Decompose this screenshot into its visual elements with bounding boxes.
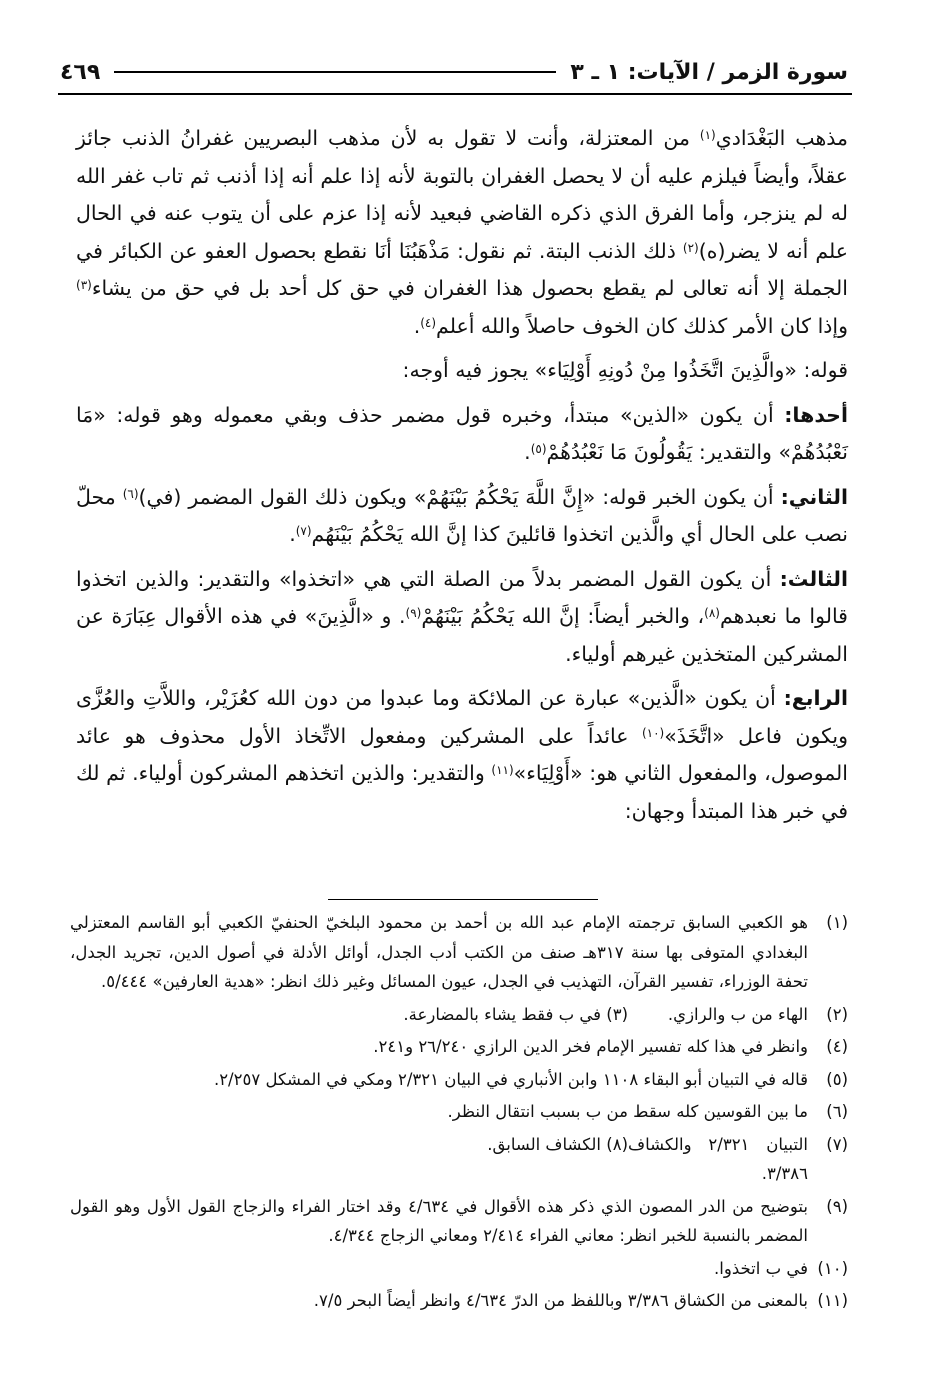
footnote-number: (١١)	[817, 1291, 848, 1310]
footnote-ref: (٨)	[704, 606, 720, 620]
text-run: أن يكون القول المضمر بدلاً من الصلة التي هي «اتخذوا» والتقدير: والذين اتخذوا قالوا ما نعبدهم	[76, 566, 848, 628]
footnote-number: (٧)	[826, 1134, 848, 1154]
text-run: والتقدير: والذين اتخذهم المشركون أولياء. ثم لك في خبر هذا المبتدأ وجهان:	[76, 761, 848, 823]
footnote-ref: (٤)	[420, 315, 437, 330]
view-label: أحدها:	[784, 402, 848, 427]
paragraph-2: قوله: «والَّذِينَ اتَّخَذُوا مِنْ دُونِهِ أَوْلِيَاء» يجوز فيه أوجه:	[402, 358, 848, 382]
footnote-6	[70, 1097, 848, 1127]
text-run: من المعتزلة، وأنت لا تقول به لأن مذهب البصريين غفرانُ الذنب جائز عقلاً، وأيضاً فيلزم عليه أن لا يحصل الغفران بالتوبة لأنه إذا علم أنه إذا أذنب ثم تاب غفر الله له لم ينزجر، وأما الفرق الذي ذكره القاضي فبعيد لأنه إذا عزم على أن يتوب عنه في الحال علم أنه لا يضر(ه)	[76, 126, 848, 263]
footnote-number: (١)	[826, 913, 848, 932]
paragraph-second-view	[76, 479, 848, 554]
view-label: الثالث:	[779, 566, 848, 591]
footnote-number: (١٠)	[817, 1258, 848, 1278]
footnote-11	[70, 1286, 848, 1316]
text-run: .	[289, 522, 296, 546]
footnote-ref: (٧)	[295, 524, 312, 538]
header-rule	[114, 71, 556, 73]
footnote-ref: (٥)	[530, 442, 547, 456]
view-label: الرابع:	[783, 686, 848, 710]
text-run: أن يكون الخبر قوله: «إِنَّ اللَّهَ يَحْكُمُ بَيْنَهُمْ» ويكون ذلك القول المضمر (في)	[138, 484, 781, 509]
text-run: محلّ نصب على الحال أي والَّذين اتخذوا قائلينَ كذا إنَّ الله يَحْكُمُ بَيْنَهُم	[76, 484, 848, 546]
paragraph-first-view	[76, 397, 848, 472]
text-run: مذهب البَغْدَادي	[715, 126, 848, 150]
footnote-number: (٤)	[826, 1037, 848, 1056]
text-run: أن يكون «الذين» مبتدأ، وخبره قول مضمر حذف وبقي معموله وهو قوله: «مَا نَعْبُدُهُمْ» والتقدير: يَقُولُونَ مَا نَعْبُدُهُمْ	[76, 402, 848, 464]
footnote-2-3	[70, 1000, 848, 1030]
page-number: ٤٦٩	[60, 59, 101, 85]
text-run: . و «الَّذِينَ» في هذه الأقوال عِبَارَة عن المشركين المتخذين غيرهم أولياء.	[76, 604, 848, 666]
footnote-text: في ب فقط يشاء بالمضارعة.	[403, 1004, 601, 1024]
footnote-ref: (٣)	[76, 278, 92, 292]
footnote-pair	[70, 1000, 808, 1030]
footnote-number: (٥)	[826, 1069, 848, 1089]
footnote-separator	[328, 899, 598, 900]
main-text	[76, 120, 848, 830]
footnote-ref: (١)	[699, 128, 716, 142]
chapter-title: سورة الزمر / الآيات: ١ ـ ٣	[570, 59, 848, 85]
footnote-text: ما بين القوسين كله سقط من ب بسبب انتقال النظر.	[447, 1102, 808, 1121]
text-run: .	[413, 313, 421, 338]
footnote-5	[70, 1065, 848, 1095]
view-label: الثاني:	[780, 484, 848, 509]
footnotes	[70, 908, 848, 1316]
footnote-number: (٢)	[826, 1004, 848, 1024]
paragraph-1	[76, 120, 848, 345]
footnote-7-8	[70, 1130, 848, 1189]
footnote-text: في ب اتخذوا.	[714, 1258, 808, 1278]
running-header	[60, 52, 848, 92]
footnote-ref: (١٠)	[641, 725, 665, 740]
footnote-number: (٩)	[826, 1196, 848, 1216]
footnote-text: الهاء من ب والرازي.	[667, 1004, 808, 1024]
footnote-text: هو الكعبي السابق ترجمته الإمام عبد الله بن أحمد بن محمود البلخيّ الحنفيّ الكعبي أبو القاسم المعتزلي البغدادي المتوفى بها سنة ٣١٧هـ صنف من الكتب أدب الجدل، أوائل الأدلة في أصول الدين، تجريد الجدل، تحفة الوزراء، تفسير القرآن، التهذيب في الجدل، عيون المسائل وغير ذلك انظر: «هدية العارفين» ٥/٤٤٤.	[70, 913, 808, 991]
text-run: ، والخبر أيضاً: إنَّ الله يَحْكُمُ بَيْنَهُمْ	[421, 604, 705, 628]
text-run: ذلك الذنب البتة. ثم نقول: مَذْهَبُنَا أنَا نقطع بحصول العفو عن الكبائر في الجملة إلا أنه تعالى لم يقطع بحصول هذا الغفران في حق كل أحد بل في حق من يشاء	[76, 238, 848, 300]
footnote-10	[70, 1254, 848, 1284]
text-run: عائداً على المشركين ومفعول الاتِّخاذ الأول محذوف هو عائد الموصول، والمفعول الثاني هو: «أَوْلِيَاء»	[76, 723, 848, 785]
footnote-text: بالمعنى من الكشاق ٣/٣٨٦ وباللفظ من الدرّ ٤/٦٣٤ وانظر أيضاً البحر ٧/٥.	[313, 1291, 808, 1310]
footnote-number: (٣)	[606, 1004, 628, 1024]
footnote-9	[70, 1192, 848, 1251]
paragraph-fourth-view	[76, 680, 848, 830]
footnote-number: (٦)	[826, 1102, 848, 1121]
text-run: وإذا كان الأمر كذلك كان الخوف حاصلاً والله أعلم	[436, 313, 848, 338]
footnote-ref: (١١)	[491, 763, 514, 777]
footnote-4	[70, 1032, 848, 1062]
footnote-text: التبيان ٢/٣٢١ والكشاف ٣/٣٨٦.	[628, 1134, 808, 1183]
footnote-number: (٨)	[606, 1134, 628, 1154]
text-run: أن يكون «الَّذين» عبارة عن الملائكة وما عبدوا من دون الله كعُزَيْر، واللاَّتِ والعُزَّى ويكون فاعل «اتَّخَذَ»	[76, 686, 849, 748]
footnote-ref: (٦)	[122, 486, 139, 501]
footnote-text: بتوضيح من الدر المصون الذي ذكر هذه الأقوال في ٤/٦٣٤ وقد اختار الفراء والزجاج القول الأول وهو القول المضمر بالنسبة للخبر انظر: معاني الفراء ٢/٤١٤ ومعاني الزجاج ٤/٣٤٤.	[70, 1196, 808, 1245]
footnote-text: الكشاف السابق.	[487, 1134, 601, 1154]
text-run: .	[524, 440, 531, 464]
footnote-ref: (٩)	[405, 606, 422, 620]
footnote-ref: (٢)	[682, 240, 699, 255]
footnote-text: قاله في التبيان أبو البقاء ١١٠٨ وابن الأنباري في البيان ٢/٣٢١ ومكي في المشكل ٢/٢٥٧.	[213, 1069, 808, 1089]
header-underline	[58, 93, 852, 95]
footnote-pair	[70, 1130, 808, 1189]
footnote-text: وانظر في هذا كله تفسير الإمام فخر الدين الرازي ٢٦/٢٤٠ و٢٤١.	[373, 1037, 808, 1056]
footnote-1	[70, 908, 848, 997]
paragraph-third-view	[76, 561, 848, 674]
